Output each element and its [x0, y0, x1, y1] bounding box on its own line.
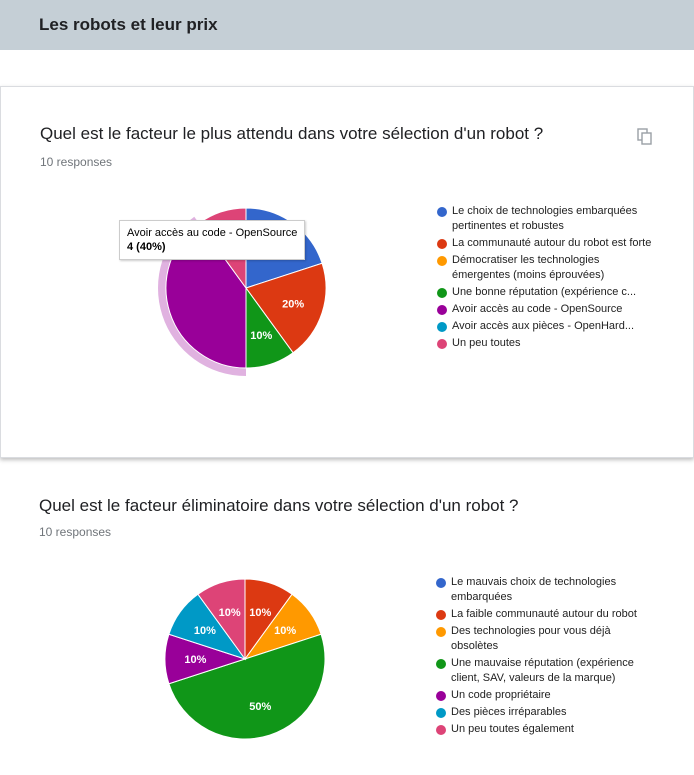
legend-item[interactable]: [437, 319, 652, 334]
tooltip-label: Avoir accès au code - OpenSource: [127, 227, 298, 239]
legend-label: Un peu toutes: [452, 337, 521, 349]
legend-label: Un peu toutes également: [451, 723, 574, 735]
legend-item[interactable]: [437, 302, 652, 317]
legend-color-swatch: [437, 288, 447, 298]
legend-item[interactable]: [436, 656, 651, 686]
legend-color-swatch: [437, 256, 447, 266]
pie-slice-label: 10%: [249, 606, 272, 619]
response-count: 10 responses: [40, 155, 113, 169]
legend-item[interactable]: [437, 253, 652, 283]
legend-item[interactable]: [436, 624, 651, 654]
legend-item[interactable]: [437, 236, 652, 251]
chart-tooltip: [119, 220, 305, 260]
legend-color-swatch: [436, 708, 446, 718]
legend-label: Démocratiser les technologies émergentes (moins éprouvées): [452, 254, 605, 281]
question-title: Quel est le facteur éliminatoire dans votre sélection d'un robot ?: [39, 496, 519, 515]
legend-color-swatch: [436, 610, 446, 620]
legend-item[interactable]: [436, 688, 651, 703]
legend-item[interactable]: [436, 575, 651, 605]
legend-item[interactable]: [437, 285, 652, 300]
legend-item[interactable]: [436, 607, 651, 622]
legend-label: La communauté autour du robot est forte: [452, 237, 652, 249]
legend-item[interactable]: [437, 204, 652, 234]
legend-item[interactable]: [437, 336, 652, 351]
legend-label: Un code propriétaire: [451, 689, 551, 701]
legend-item[interactable]: [436, 705, 651, 720]
legend-color-swatch: [436, 659, 446, 669]
legend-label: Le mauvais choix de technologies embarquées: [451, 576, 617, 603]
pie-slice-label: 10%: [250, 330, 273, 343]
legend-label: Une bonne réputation (expérience c...: [452, 286, 637, 298]
pie-slice-label: 50%: [249, 701, 272, 714]
legend-color-swatch: [437, 339, 447, 349]
legend-color-swatch: [436, 627, 446, 637]
question-title: Quel est le facteur le plus attendu dans votre sélection d'un robot ?: [40, 124, 544, 143]
legend-color-swatch: [436, 578, 446, 588]
legend-label: Le choix de technologies embarquées pertinentes et robustes: [452, 205, 638, 232]
pie-slice-label: 10%: [274, 624, 297, 637]
legend-color-swatch: [436, 691, 446, 701]
chart-legend: [437, 204, 652, 353]
legend-label: Des pièces irréparables: [451, 706, 567, 718]
tooltip-value: 4 (40%): [127, 241, 166, 253]
header-spacer: [0, 50, 694, 87]
legend-color-swatch: [437, 305, 447, 315]
legend-label: La faible communauté autour du robot: [451, 608, 637, 620]
page-title: Les robots et leur prix: [39, 15, 218, 34]
pie-slice-label: 10%: [218, 606, 241, 619]
legend-color-swatch: [437, 239, 447, 249]
legend-item[interactable]: [436, 722, 651, 737]
legend-label: Des technologies pour vous déjà obsolètes: [451, 625, 611, 652]
response-count: 10 responses: [39, 525, 112, 539]
legend-color-swatch: [436, 725, 446, 735]
legend-label: Avoir accès au code - OpenSource: [452, 303, 623, 315]
pie-slice-label: 10%: [184, 654, 207, 666]
pie-slice-label: 20%: [282, 298, 305, 311]
question-card-2: [0, 475, 692, 775]
legend-color-swatch: [437, 207, 447, 217]
legend-label: Avoir accès aux pièces - OpenHard...: [452, 320, 634, 332]
pie-slice-label: 10%: [193, 624, 216, 637]
chart-legend: [436, 575, 651, 739]
legend-color-swatch: [437, 322, 447, 332]
question-card-1: [0, 86, 694, 458]
legend-label: Une mauvaise réputation (expérience client, SAV, valeurs de la marque): [451, 657, 634, 684]
app-header: [0, 0, 694, 50]
